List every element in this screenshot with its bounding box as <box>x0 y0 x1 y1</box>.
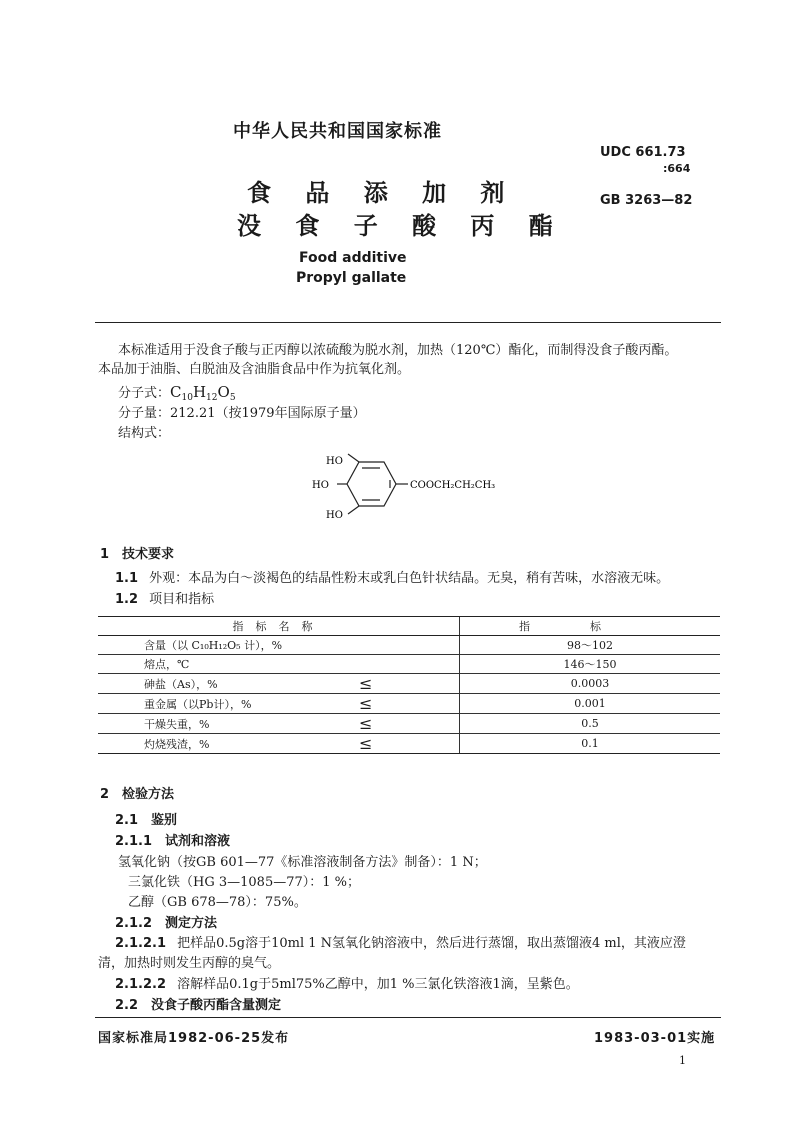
formula-label: 分子式： <box>118 386 171 401</box>
reagent-fecl3: 三氯化铁（HG 3—1085—77）：1 %； <box>128 875 361 890</box>
row-value: 0.0003 <box>460 674 721 694</box>
row-name: 熔点，℃ <box>98 655 359 674</box>
formula-c: C <box>170 383 182 401</box>
table-row <box>98 636 720 655</box>
molecular-formula <box>118 382 236 403</box>
header-rule <box>95 322 721 323</box>
s11-row <box>115 567 669 586</box>
row-name: 干燥失重，% <box>98 714 359 734</box>
s2122-number: 2.1.2.2 <box>115 977 166 992</box>
s2121-text-cont: 清，加热时则发生丙醇的臭气。 <box>98 956 281 971</box>
footer-rule <box>95 1017 721 1018</box>
intro-line2: 本品加于油脂、白脱油及含油脂食品中作为抗氧化剂。 <box>98 362 411 377</box>
oh-top: HO <box>326 456 343 467</box>
ester-group: COOCH₂CH₂CH₃ <box>410 480 496 491</box>
intro-line1: 本标准适用于没食子酸与正丙醇以浓硫酸为脱水剂，加热（120℃）酯化，而制得没食子酸丙酯。 <box>118 343 678 358</box>
s22-heading: 2.2 没食子酸丙酯含量测定 <box>115 998 282 1013</box>
formula-o-count: 5 <box>229 393 236 403</box>
reagent-ethanol: 乙醇（GB 678—78）：75%。 <box>128 895 307 910</box>
row-value: 0.1 <box>460 734 721 754</box>
s12-text: 项目和指标 <box>149 592 215 607</box>
oh-mid: HO <box>312 480 329 491</box>
s2121-text: 把样品0.5g溶于10ml 1 N氢氧化钠溶液中，然后进行蒸馏，取出蒸馏液4 ml，其液应澄 <box>177 936 686 951</box>
udc-code-sub: :664 <box>663 162 691 175</box>
formula-h: H <box>192 383 207 401</box>
header-name: 指标名称 <box>98 617 460 636</box>
row-name: 重金属（以Pb计），% <box>98 694 359 714</box>
table-row <box>98 714 720 734</box>
s12-row <box>115 588 214 607</box>
title-en-line1: Food additive <box>299 250 407 266</box>
table-row <box>98 674 720 694</box>
s2122-row <box>115 973 579 992</box>
s2122-text: 溶解样品0.1g于5ml75%乙醇中，加1 %三氯化铁溶液1滴，呈紫色。 <box>177 977 579 992</box>
s11-number: 1.1 <box>115 571 139 586</box>
header-value: 指标 <box>460 617 721 636</box>
row-cmp: ≤ <box>359 714 460 734</box>
row-cmp <box>359 636 460 655</box>
row-name: 灼烧残渣，% <box>98 734 359 754</box>
s2121-number: 2.1.2.1 <box>115 936 166 951</box>
formula-c-count: 10 <box>181 393 193 403</box>
spec-table-header <box>98 617 720 636</box>
structure-label: 结构式： <box>118 426 171 441</box>
formula-h-count: 12 <box>206 393 218 403</box>
row-name: 含量（以 C₁₀H₁₂O₅ 计），% <box>98 636 359 655</box>
title-cn-line1: 食 品 添 加 剂 <box>247 179 518 207</box>
s12-number: 1.2 <box>115 592 139 607</box>
title-cn-line2: 没 食 子 酸 丙 酯 <box>237 212 566 240</box>
row-value: 0.001 <box>460 694 721 714</box>
structural-formula <box>300 450 530 520</box>
effective-date: 1983-03-01实施 <box>594 1031 716 1046</box>
row-cmp: ≤ <box>359 734 460 754</box>
row-cmp <box>359 655 460 674</box>
s2121-row <box>115 932 686 951</box>
s11-text: 外观：本品为白～淡褐色的结晶性粉末或乳白色针状结晶。无臭，稍有苦味，水溶液无味。 <box>149 571 670 586</box>
section1-heading: 1 技术要求 <box>100 547 175 562</box>
oh-bottom: HO <box>326 510 343 520</box>
s21-heading: 2.1 鉴别 <box>115 813 178 828</box>
row-name: 砷盐（As），% <box>98 674 359 694</box>
udc-code: UDC 661.73 <box>600 145 686 160</box>
row-value: 146～150 <box>460 655 721 674</box>
gb-code: GB 3263—82 <box>600 193 693 208</box>
reagent-naoh: 氢氧化钠（按GB 601—77《标准溶液制备方法》制备）：1 N； <box>118 855 487 870</box>
molecular-mass: 分子量：212.21（按1979年国际原子量） <box>118 406 366 421</box>
spec-table <box>98 616 720 754</box>
benzene-ring <box>347 462 396 506</box>
issued-date: 国家标准局1982-06-25发布 <box>98 1031 290 1046</box>
table-row <box>98 694 720 714</box>
s212-heading: 2.1.2 测定方法 <box>115 916 218 931</box>
formula-o: O <box>217 383 230 401</box>
table-row <box>98 655 720 674</box>
section2-heading: 2 检验方法 <box>100 787 175 802</box>
row-value: 0.5 <box>460 714 721 734</box>
row-cmp: ≤ <box>359 694 460 714</box>
national-standard-label: 中华人民共和国国家标准 <box>233 121 442 142</box>
table-row <box>98 734 720 754</box>
row-value: 98～102 <box>460 636 721 655</box>
page-number: 1 <box>679 1054 686 1067</box>
title-en-line2: Propyl gallate <box>296 270 407 286</box>
s211-heading: 2.1.1 试剂和溶液 <box>115 834 231 849</box>
row-cmp: ≤ <box>359 674 460 694</box>
